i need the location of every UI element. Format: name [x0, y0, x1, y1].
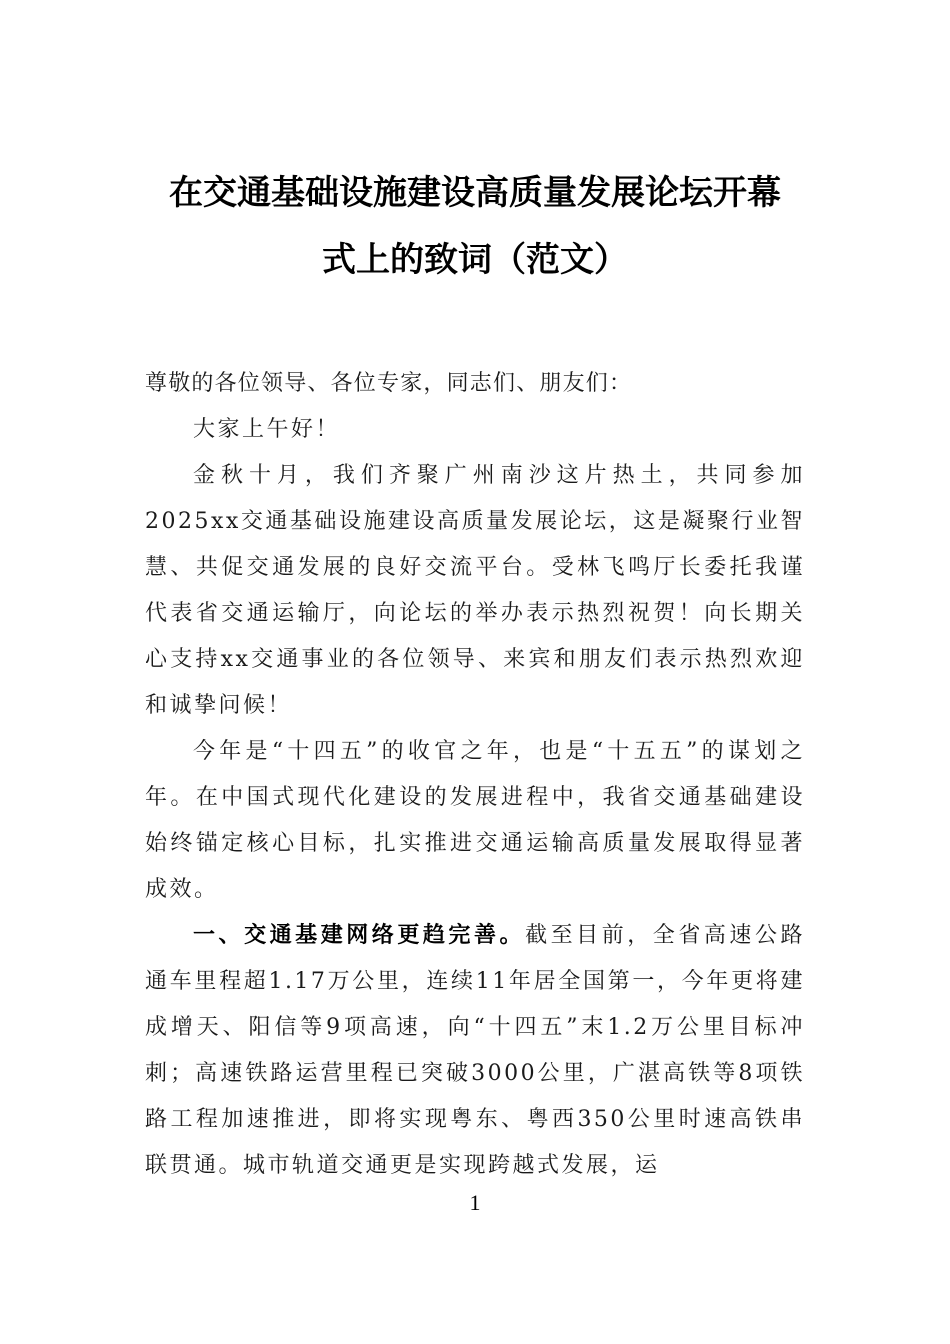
document-title-line-1: 在交通基础设施建设高质量发展论坛开幕	[169, 173, 781, 213]
page-number: 1	[469, 1190, 481, 1215]
greeting: 大家上午好！	[193, 417, 341, 442]
document-body	[145, 361, 805, 1189]
salutation: 尊敬的各位领导、各位专家，同志们、朋友们：	[145, 371, 633, 396]
document-title-line-2: 式上的致词（范文）	[322, 240, 628, 280]
paragraph-3	[145, 913, 805, 1189]
paragraph-2: 今年是“十四五”的收官之年，也是“十五五”的谋划之年。在中国式现代化建设的发展进程中，我省交通基础建设始终锚定核心目标，扎实推进交通运输高质量发展取得显著成效。	[145, 739, 805, 902]
paragraph-1: 金秋十月，我们齐聚广州南沙这片热土，共同参加2025xx交通基础设施建设高质量发展论坛，这是凝聚行业智慧、共促交通发展的良好交流平台。受林飞鸣厅长委托我谨代表省交通运输厅，向论坛的举办表示热烈祝贺！向长期关心支持xx交通事业的各位领导、来宾和朋友们表示热烈欢迎和诚挚问候！	[145, 463, 805, 718]
section-heading: 一、交通基建网络更趋完善。	[193, 923, 526, 948]
paragraph-3-text: 截至目前，全省高速公路通车里程超1.17万公里，连续11年居全国第一，今年更将建成增天、阳信等9项高速，向“十四五”末1.2万公里目标冲刺；高速铁路运营里程已突破3000公里，广湛高铁等8项铁路工程加速推进，即将实现粤东、粤西350公里时速高铁串联贯通。城市轨道交通更是实现跨越式发展，运	[145, 923, 805, 1178]
